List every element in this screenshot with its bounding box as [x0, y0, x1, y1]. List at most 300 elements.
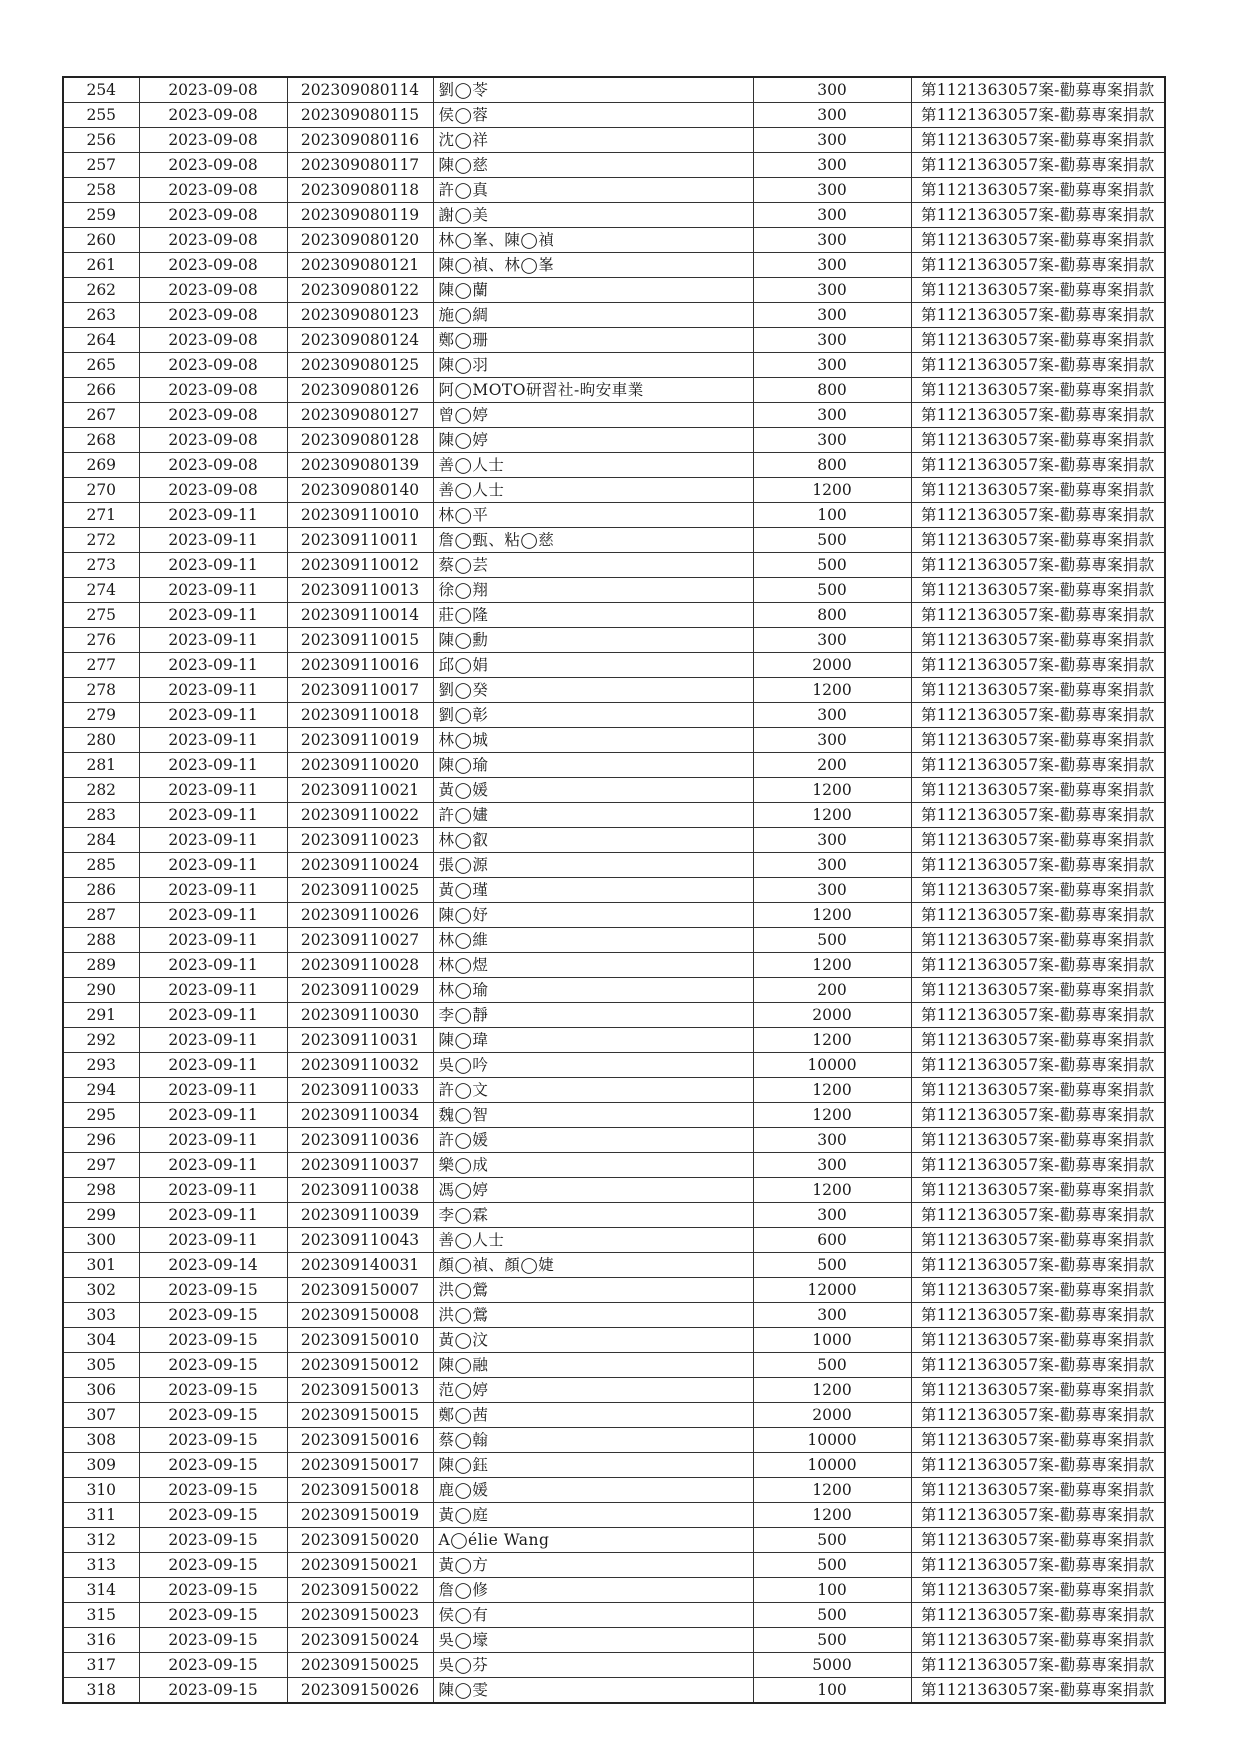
donation-purpose-cell: 第1121363057案-勸募專案捐款	[911, 1428, 1165, 1453]
donation-amount-cell: 300	[753, 1203, 911, 1228]
donation-amount-cell: 1000	[753, 1328, 911, 1353]
donation-date-cell: 2023-09-08	[139, 203, 287, 228]
donation-purpose-cell: 第1121363057案-勸募專案捐款	[911, 1028, 1165, 1053]
donation-purpose-cell: 第1121363057案-勸募專案捐款	[911, 77, 1165, 103]
table-row	[63, 1128, 1165, 1153]
donation-date-cell: 2023-09-15	[139, 1678, 287, 1704]
donation-purpose-cell: 第1121363057案-勸募專案捐款	[911, 1553, 1165, 1578]
donation-amount-cell: 10000	[753, 1053, 911, 1078]
sequence-number-cell: 261	[63, 253, 139, 278]
receipt-number-cell: 202309150023	[287, 1603, 433, 1628]
sequence-number-cell: 263	[63, 303, 139, 328]
sequence-number-cell: 255	[63, 103, 139, 128]
donation-amount-cell: 300	[753, 728, 911, 753]
donor-name-cell: 陳◯妤	[433, 903, 753, 928]
receipt-number-cell: 202309110014	[287, 603, 433, 628]
receipt-number-cell: 202309110031	[287, 1028, 433, 1053]
sequence-number-cell: 265	[63, 353, 139, 378]
donation-purpose-cell: 第1121363057案-勸募專案捐款	[911, 1103, 1165, 1128]
donation-date-cell: 2023-09-11	[139, 878, 287, 903]
table-row	[63, 1353, 1165, 1378]
donation-date-cell: 2023-09-11	[139, 728, 287, 753]
table-row	[63, 803, 1165, 828]
donation-date-cell: 2023-09-08	[139, 278, 287, 303]
donation-amount-cell: 300	[753, 303, 911, 328]
table-row	[63, 1603, 1165, 1628]
donation-purpose-cell: 第1121363057案-勸募專案捐款	[911, 628, 1165, 653]
donation-amount-cell: 300	[753, 1128, 911, 1153]
donation-date-cell: 2023-09-15	[139, 1503, 287, 1528]
donation-purpose-cell: 第1121363057案-勸募專案捐款	[911, 278, 1165, 303]
donation-purpose-cell: 第1121363057案-勸募專案捐款	[911, 103, 1165, 128]
donation-amount-cell: 500	[753, 1253, 911, 1278]
donation-amount-cell: 500	[753, 1628, 911, 1653]
table-row	[63, 1178, 1165, 1203]
donation-purpose-cell: 第1121363057案-勸募專案捐款	[911, 1378, 1165, 1403]
sequence-number-cell: 298	[63, 1178, 139, 1203]
donor-name-cell: 陳◯婷	[433, 428, 753, 453]
donor-name-cell: 林◯煜	[433, 953, 753, 978]
donation-purpose-cell: 第1121363057案-勸募專案捐款	[911, 253, 1165, 278]
table-row	[63, 753, 1165, 778]
donation-amount-cell: 300	[753, 703, 911, 728]
donation-records-table	[62, 76, 1166, 1704]
sequence-number-cell: 276	[63, 628, 139, 653]
sequence-number-cell: 312	[63, 1528, 139, 1553]
receipt-number-cell: 202309150015	[287, 1403, 433, 1428]
donation-date-cell: 2023-09-15	[139, 1428, 287, 1453]
receipt-number-cell: 202309110032	[287, 1053, 433, 1078]
donation-date-cell: 2023-09-08	[139, 303, 287, 328]
donation-date-cell: 2023-09-08	[139, 378, 287, 403]
table-row	[63, 878, 1165, 903]
donation-records-body	[63, 77, 1165, 1703]
table-row	[63, 1378, 1165, 1403]
receipt-number-cell: 202309080118	[287, 178, 433, 203]
table-row	[63, 203, 1165, 228]
donation-date-cell: 2023-09-15	[139, 1578, 287, 1603]
donation-amount-cell: 300	[753, 253, 911, 278]
donation-date-cell: 2023-09-08	[139, 428, 287, 453]
donation-amount-cell: 1200	[753, 953, 911, 978]
donation-purpose-cell: 第1121363057案-勸募專案捐款	[911, 1203, 1165, 1228]
donation-amount-cell: 800	[753, 378, 911, 403]
sequence-number-cell: 316	[63, 1628, 139, 1653]
table-row	[63, 253, 1165, 278]
donation-amount-cell: 1200	[753, 1078, 911, 1103]
sequence-number-cell: 272	[63, 528, 139, 553]
donor-name-cell: 許◯嫿	[433, 803, 753, 828]
donor-name-cell: 林◯平	[433, 503, 753, 528]
sequence-number-cell: 269	[63, 453, 139, 478]
donor-name-cell: 曾◯婷	[433, 403, 753, 428]
donation-purpose-cell: 第1121363057案-勸募專案捐款	[911, 203, 1165, 228]
donation-amount-cell: 5000	[753, 1653, 911, 1678]
donor-name-cell: 黃◯汶	[433, 1328, 753, 1353]
table-row	[63, 1053, 1165, 1078]
donation-date-cell: 2023-09-15	[139, 1653, 287, 1678]
sequence-number-cell: 257	[63, 153, 139, 178]
donor-name-cell: 劉◯癸	[433, 678, 753, 703]
donation-date-cell: 2023-09-08	[139, 153, 287, 178]
receipt-number-cell: 202309080120	[287, 228, 433, 253]
donation-amount-cell: 300	[753, 828, 911, 853]
donation-amount-cell: 100	[753, 1678, 911, 1704]
receipt-number-cell: 202309080119	[287, 203, 433, 228]
sequence-number-cell: 293	[63, 1053, 139, 1078]
donation-purpose-cell: 第1121363057案-勸募專案捐款	[911, 978, 1165, 1003]
receipt-number-cell: 202309150017	[287, 1453, 433, 1478]
donor-name-cell: 陳◯蘭	[433, 278, 753, 303]
donor-name-cell: 張◯源	[433, 853, 753, 878]
receipt-number-cell: 202309150016	[287, 1428, 433, 1453]
sequence-number-cell: 283	[63, 803, 139, 828]
donor-name-cell: 鄭◯珊	[433, 328, 753, 353]
donation-purpose-cell: 第1121363057案-勸募專案捐款	[911, 1303, 1165, 1328]
donation-amount-cell: 300	[753, 1153, 911, 1178]
donation-purpose-cell: 第1121363057案-勸募專案捐款	[911, 853, 1165, 878]
donor-name-cell: 侯◯有	[433, 1603, 753, 1628]
donation-date-cell: 2023-09-11	[139, 1078, 287, 1103]
sequence-number-cell: 275	[63, 603, 139, 628]
receipt-number-cell: 202309110021	[287, 778, 433, 803]
donation-purpose-cell: 第1121363057案-勸募專案捐款	[911, 553, 1165, 578]
donation-amount-cell: 1200	[753, 803, 911, 828]
donation-amount-cell: 1200	[753, 1178, 911, 1203]
donation-amount-cell: 200	[753, 978, 911, 1003]
table-row	[63, 1453, 1165, 1478]
donation-purpose-cell: 第1121363057案-勸募專案捐款	[911, 653, 1165, 678]
table-row	[63, 1303, 1165, 1328]
table-row	[63, 678, 1165, 703]
donation-purpose-cell: 第1121363057案-勸募專案捐款	[911, 503, 1165, 528]
donation-date-cell: 2023-09-11	[139, 803, 287, 828]
sequence-number-cell: 301	[63, 1253, 139, 1278]
receipt-number-cell: 202309080140	[287, 478, 433, 503]
donation-amount-cell: 500	[753, 1353, 911, 1378]
sequence-number-cell: 268	[63, 428, 139, 453]
sequence-number-cell: 280	[63, 728, 139, 753]
donation-amount-cell: 600	[753, 1228, 911, 1253]
sequence-number-cell: 256	[63, 128, 139, 153]
table-row	[63, 1278, 1165, 1303]
receipt-number-cell: 202309110012	[287, 553, 433, 578]
sequence-number-cell: 307	[63, 1403, 139, 1428]
receipt-number-cell: 202309110019	[287, 728, 433, 753]
receipt-number-cell: 202309140031	[287, 1253, 433, 1278]
table-row	[63, 328, 1165, 353]
donation-date-cell: 2023-09-15	[139, 1278, 287, 1303]
table-row	[63, 1578, 1165, 1603]
donation-amount-cell: 300	[753, 228, 911, 253]
donation-amount-cell: 500	[753, 578, 911, 603]
table-row	[63, 1628, 1165, 1653]
donor-name-cell: 陳◯瑋	[433, 1028, 753, 1053]
donation-amount-cell: 1200	[753, 1378, 911, 1403]
sequence-number-cell: 287	[63, 903, 139, 928]
donation-purpose-cell: 第1121363057案-勸募專案捐款	[911, 453, 1165, 478]
donation-amount-cell: 200	[753, 753, 911, 778]
table-row	[63, 1503, 1165, 1528]
donation-date-cell: 2023-09-11	[139, 1053, 287, 1078]
sequence-number-cell: 296	[63, 1128, 139, 1153]
donation-date-cell: 2023-09-15	[139, 1378, 287, 1403]
receipt-number-cell: 202309110022	[287, 803, 433, 828]
receipt-number-cell: 202309080139	[287, 453, 433, 478]
donation-date-cell: 2023-09-11	[139, 1128, 287, 1153]
receipt-number-cell: 202309150020	[287, 1528, 433, 1553]
donor-name-cell: 馮◯婷	[433, 1178, 753, 1203]
donor-name-cell: 善◯人士	[433, 1228, 753, 1253]
donation-amount-cell: 300	[753, 403, 911, 428]
receipt-number-cell: 202309150013	[287, 1378, 433, 1403]
donation-date-cell: 2023-09-15	[139, 1403, 287, 1428]
donation-purpose-cell: 第1121363057案-勸募專案捐款	[911, 678, 1165, 703]
donation-date-cell: 2023-09-08	[139, 453, 287, 478]
receipt-number-cell: 202309110027	[287, 928, 433, 953]
table-row	[63, 1478, 1165, 1503]
receipt-number-cell: 202309080121	[287, 253, 433, 278]
donor-name-cell: 詹◯甄、粘◯慈	[433, 528, 753, 553]
table-row	[63, 77, 1165, 103]
donation-amount-cell: 500	[753, 1553, 911, 1578]
donation-amount-cell: 800	[753, 603, 911, 628]
donor-name-cell: 善◯人士	[433, 478, 753, 503]
sequence-number-cell: 284	[63, 828, 139, 853]
table-row	[63, 1103, 1165, 1128]
donor-name-cell: 善◯人士	[433, 453, 753, 478]
sequence-number-cell: 279	[63, 703, 139, 728]
donor-name-cell: 陳◯羽	[433, 353, 753, 378]
table-row	[63, 428, 1165, 453]
receipt-number-cell: 202309110033	[287, 1078, 433, 1103]
donation-date-cell: 2023-09-08	[139, 403, 287, 428]
receipt-number-cell: 202309110043	[287, 1228, 433, 1253]
receipt-number-cell: 202309080117	[287, 153, 433, 178]
table-row	[63, 1003, 1165, 1028]
table-row	[63, 603, 1165, 628]
donation-date-cell: 2023-09-15	[139, 1353, 287, 1378]
sequence-number-cell: 278	[63, 678, 139, 703]
donation-purpose-cell: 第1121363057案-勸募專案捐款	[911, 1128, 1165, 1153]
receipt-number-cell: 202309110039	[287, 1203, 433, 1228]
sequence-number-cell: 258	[63, 178, 139, 203]
donation-date-cell: 2023-09-14	[139, 1253, 287, 1278]
donation-purpose-cell: 第1121363057案-勸募專案捐款	[911, 878, 1165, 903]
donation-date-cell: 2023-09-11	[139, 1028, 287, 1053]
table-row	[63, 128, 1165, 153]
sequence-number-cell: 286	[63, 878, 139, 903]
table-row	[63, 503, 1165, 528]
donation-purpose-cell: 第1121363057案-勸募專案捐款	[911, 1678, 1165, 1704]
donation-date-cell: 2023-09-08	[139, 228, 287, 253]
donation-purpose-cell: 第1121363057案-勸募專案捐款	[911, 1228, 1165, 1253]
donation-purpose-cell: 第1121363057案-勸募專案捐款	[911, 1478, 1165, 1503]
receipt-number-cell: 202309080115	[287, 103, 433, 128]
donor-name-cell: 鹿◯媛	[433, 1478, 753, 1503]
table-row	[63, 478, 1165, 503]
donation-purpose-cell: 第1121363057案-勸募專案捐款	[911, 953, 1165, 978]
receipt-number-cell: 202309080122	[287, 278, 433, 303]
donation-date-cell: 2023-09-08	[139, 253, 287, 278]
receipt-number-cell: 202309150010	[287, 1328, 433, 1353]
sequence-number-cell: 297	[63, 1153, 139, 1178]
receipt-number-cell: 202309150007	[287, 1278, 433, 1303]
table-row	[63, 578, 1165, 603]
receipt-number-cell: 202309150008	[287, 1303, 433, 1328]
donation-purpose-cell: 第1121363057案-勸募專案捐款	[911, 603, 1165, 628]
donor-name-cell: 蔡◯芸	[433, 553, 753, 578]
donation-date-cell: 2023-09-15	[139, 1603, 287, 1628]
donation-date-cell: 2023-09-15	[139, 1478, 287, 1503]
donation-amount-cell: 10000	[753, 1428, 911, 1453]
donor-name-cell: 詹◯修	[433, 1578, 753, 1603]
donation-purpose-cell: 第1121363057案-勸募專案捐款	[911, 403, 1165, 428]
donation-purpose-cell: 第1121363057案-勸募專案捐款	[911, 1328, 1165, 1353]
donation-amount-cell: 300	[753, 153, 911, 178]
table-row	[63, 303, 1165, 328]
donation-purpose-cell: 第1121363057案-勸募專案捐款	[911, 1178, 1165, 1203]
donation-amount-cell: 300	[753, 103, 911, 128]
sequence-number-cell: 290	[63, 978, 139, 1003]
sequence-number-cell: 254	[63, 77, 139, 103]
receipt-number-cell: 202309150024	[287, 1628, 433, 1653]
donation-amount-cell: 1200	[753, 1503, 911, 1528]
receipt-number-cell: 202309110029	[287, 978, 433, 1003]
table-row	[63, 1028, 1165, 1053]
donation-purpose-cell: 第1121363057案-勸募專案捐款	[911, 1578, 1165, 1603]
donation-purpose-cell: 第1121363057案-勸募專案捐款	[911, 303, 1165, 328]
donation-purpose-cell: 第1121363057案-勸募專案捐款	[911, 1353, 1165, 1378]
donation-date-cell: 2023-09-11	[139, 1203, 287, 1228]
donation-date-cell: 2023-09-11	[139, 1228, 287, 1253]
table-row	[63, 153, 1165, 178]
table-row	[63, 1203, 1165, 1228]
sequence-number-cell: 311	[63, 1503, 139, 1528]
donation-purpose-cell: 第1121363057案-勸募專案捐款	[911, 328, 1165, 353]
table-row	[63, 903, 1165, 928]
donation-date-cell: 2023-09-08	[139, 77, 287, 103]
donation-purpose-cell: 第1121363057案-勸募專案捐款	[911, 728, 1165, 753]
donation-date-cell: 2023-09-08	[139, 103, 287, 128]
donation-date-cell: 2023-09-11	[139, 828, 287, 853]
donation-purpose-cell: 第1121363057案-勸募專案捐款	[911, 1603, 1165, 1628]
donation-date-cell: 2023-09-11	[139, 953, 287, 978]
sequence-number-cell: 289	[63, 953, 139, 978]
donation-amount-cell: 300	[753, 878, 911, 903]
donor-name-cell: 陳◯瑜	[433, 753, 753, 778]
table-row	[63, 1553, 1165, 1578]
sequence-number-cell: 274	[63, 578, 139, 603]
donation-amount-cell: 1200	[753, 1028, 911, 1053]
sequence-number-cell: 277	[63, 653, 139, 678]
donation-date-cell: 2023-09-11	[139, 503, 287, 528]
table-row	[63, 528, 1165, 553]
sequence-number-cell: 281	[63, 753, 139, 778]
receipt-number-cell: 202309080128	[287, 428, 433, 453]
donation-date-cell: 2023-09-11	[139, 578, 287, 603]
donor-name-cell: 劉◯苓	[433, 77, 753, 103]
donor-name-cell: 劉◯彰	[433, 703, 753, 728]
donor-name-cell: 黃◯媛	[433, 778, 753, 803]
table-row	[63, 103, 1165, 128]
donation-purpose-cell: 第1121363057案-勸募專案捐款	[911, 578, 1165, 603]
donation-purpose-cell: 第1121363057案-勸募專案捐款	[911, 1503, 1165, 1528]
donor-name-cell: 吳◯壕	[433, 1628, 753, 1653]
receipt-number-cell: 202309110037	[287, 1153, 433, 1178]
receipt-number-cell: 202309110017	[287, 678, 433, 703]
donation-purpose-cell: 第1121363057案-勸募專案捐款	[911, 378, 1165, 403]
table-row	[63, 928, 1165, 953]
receipt-number-cell: 202309110034	[287, 1103, 433, 1128]
donation-amount-cell: 500	[753, 928, 911, 953]
donation-amount-cell: 1200	[753, 1478, 911, 1503]
sequence-number-cell: 285	[63, 853, 139, 878]
sequence-number-cell: 288	[63, 928, 139, 953]
donor-name-cell: 陳◯鈺	[433, 1453, 753, 1478]
donation-date-cell: 2023-09-11	[139, 603, 287, 628]
sequence-number-cell: 304	[63, 1328, 139, 1353]
donation-amount-cell: 1200	[753, 903, 911, 928]
donation-date-cell: 2023-09-15	[139, 1303, 287, 1328]
sequence-number-cell: 282	[63, 778, 139, 803]
donation-amount-cell: 2000	[753, 1403, 911, 1428]
receipt-number-cell: 202309110018	[287, 703, 433, 728]
receipt-number-cell: 202309150021	[287, 1553, 433, 1578]
sequence-number-cell: 302	[63, 1278, 139, 1303]
table-row	[63, 853, 1165, 878]
donor-name-cell: 吳◯吟	[433, 1053, 753, 1078]
donation-purpose-cell: 第1121363057案-勸募專案捐款	[911, 1278, 1165, 1303]
table-row	[63, 978, 1165, 1003]
donation-purpose-cell: 第1121363057案-勸募專案捐款	[911, 1628, 1165, 1653]
donor-name-cell: 黃◯瑾	[433, 878, 753, 903]
donor-name-cell: 林◯峯、陳◯禎	[433, 228, 753, 253]
donor-name-cell: 樂◯成	[433, 1153, 753, 1178]
table-row	[63, 1678, 1165, 1704]
sequence-number-cell: 305	[63, 1353, 139, 1378]
sequence-number-cell: 317	[63, 1653, 139, 1678]
donation-amount-cell: 500	[753, 553, 911, 578]
donation-purpose-cell: 第1121363057案-勸募專案捐款	[911, 1253, 1165, 1278]
table-row	[63, 953, 1165, 978]
table-row	[63, 278, 1165, 303]
donor-name-cell: 鄭◯茜	[433, 1403, 753, 1428]
donor-name-cell: 陳◯禎、林◯峯	[433, 253, 753, 278]
receipt-number-cell: 202309110013	[287, 578, 433, 603]
receipt-number-cell: 202309110016	[287, 653, 433, 678]
donor-name-cell: 林◯叡	[433, 828, 753, 853]
donation-amount-cell: 300	[753, 278, 911, 303]
sequence-number-cell: 306	[63, 1378, 139, 1403]
donation-purpose-cell: 第1121363057案-勸募專案捐款	[911, 228, 1165, 253]
table-row	[63, 228, 1165, 253]
sequence-number-cell: 318	[63, 1678, 139, 1704]
table-row	[63, 1528, 1165, 1553]
table-row	[63, 1428, 1165, 1453]
sequence-number-cell: 299	[63, 1203, 139, 1228]
donor-name-cell: 魏◯智	[433, 1103, 753, 1128]
donation-purpose-cell: 第1121363057案-勸募專案捐款	[911, 1653, 1165, 1678]
receipt-number-cell: 202309150019	[287, 1503, 433, 1528]
donation-purpose-cell: 第1121363057案-勸募專案捐款	[911, 178, 1165, 203]
donation-date-cell: 2023-09-11	[139, 778, 287, 803]
table-row	[63, 728, 1165, 753]
receipt-number-cell: 202309110026	[287, 903, 433, 928]
table-row	[63, 1653, 1165, 1678]
donation-date-cell: 2023-09-11	[139, 853, 287, 878]
sequence-number-cell: 270	[63, 478, 139, 503]
